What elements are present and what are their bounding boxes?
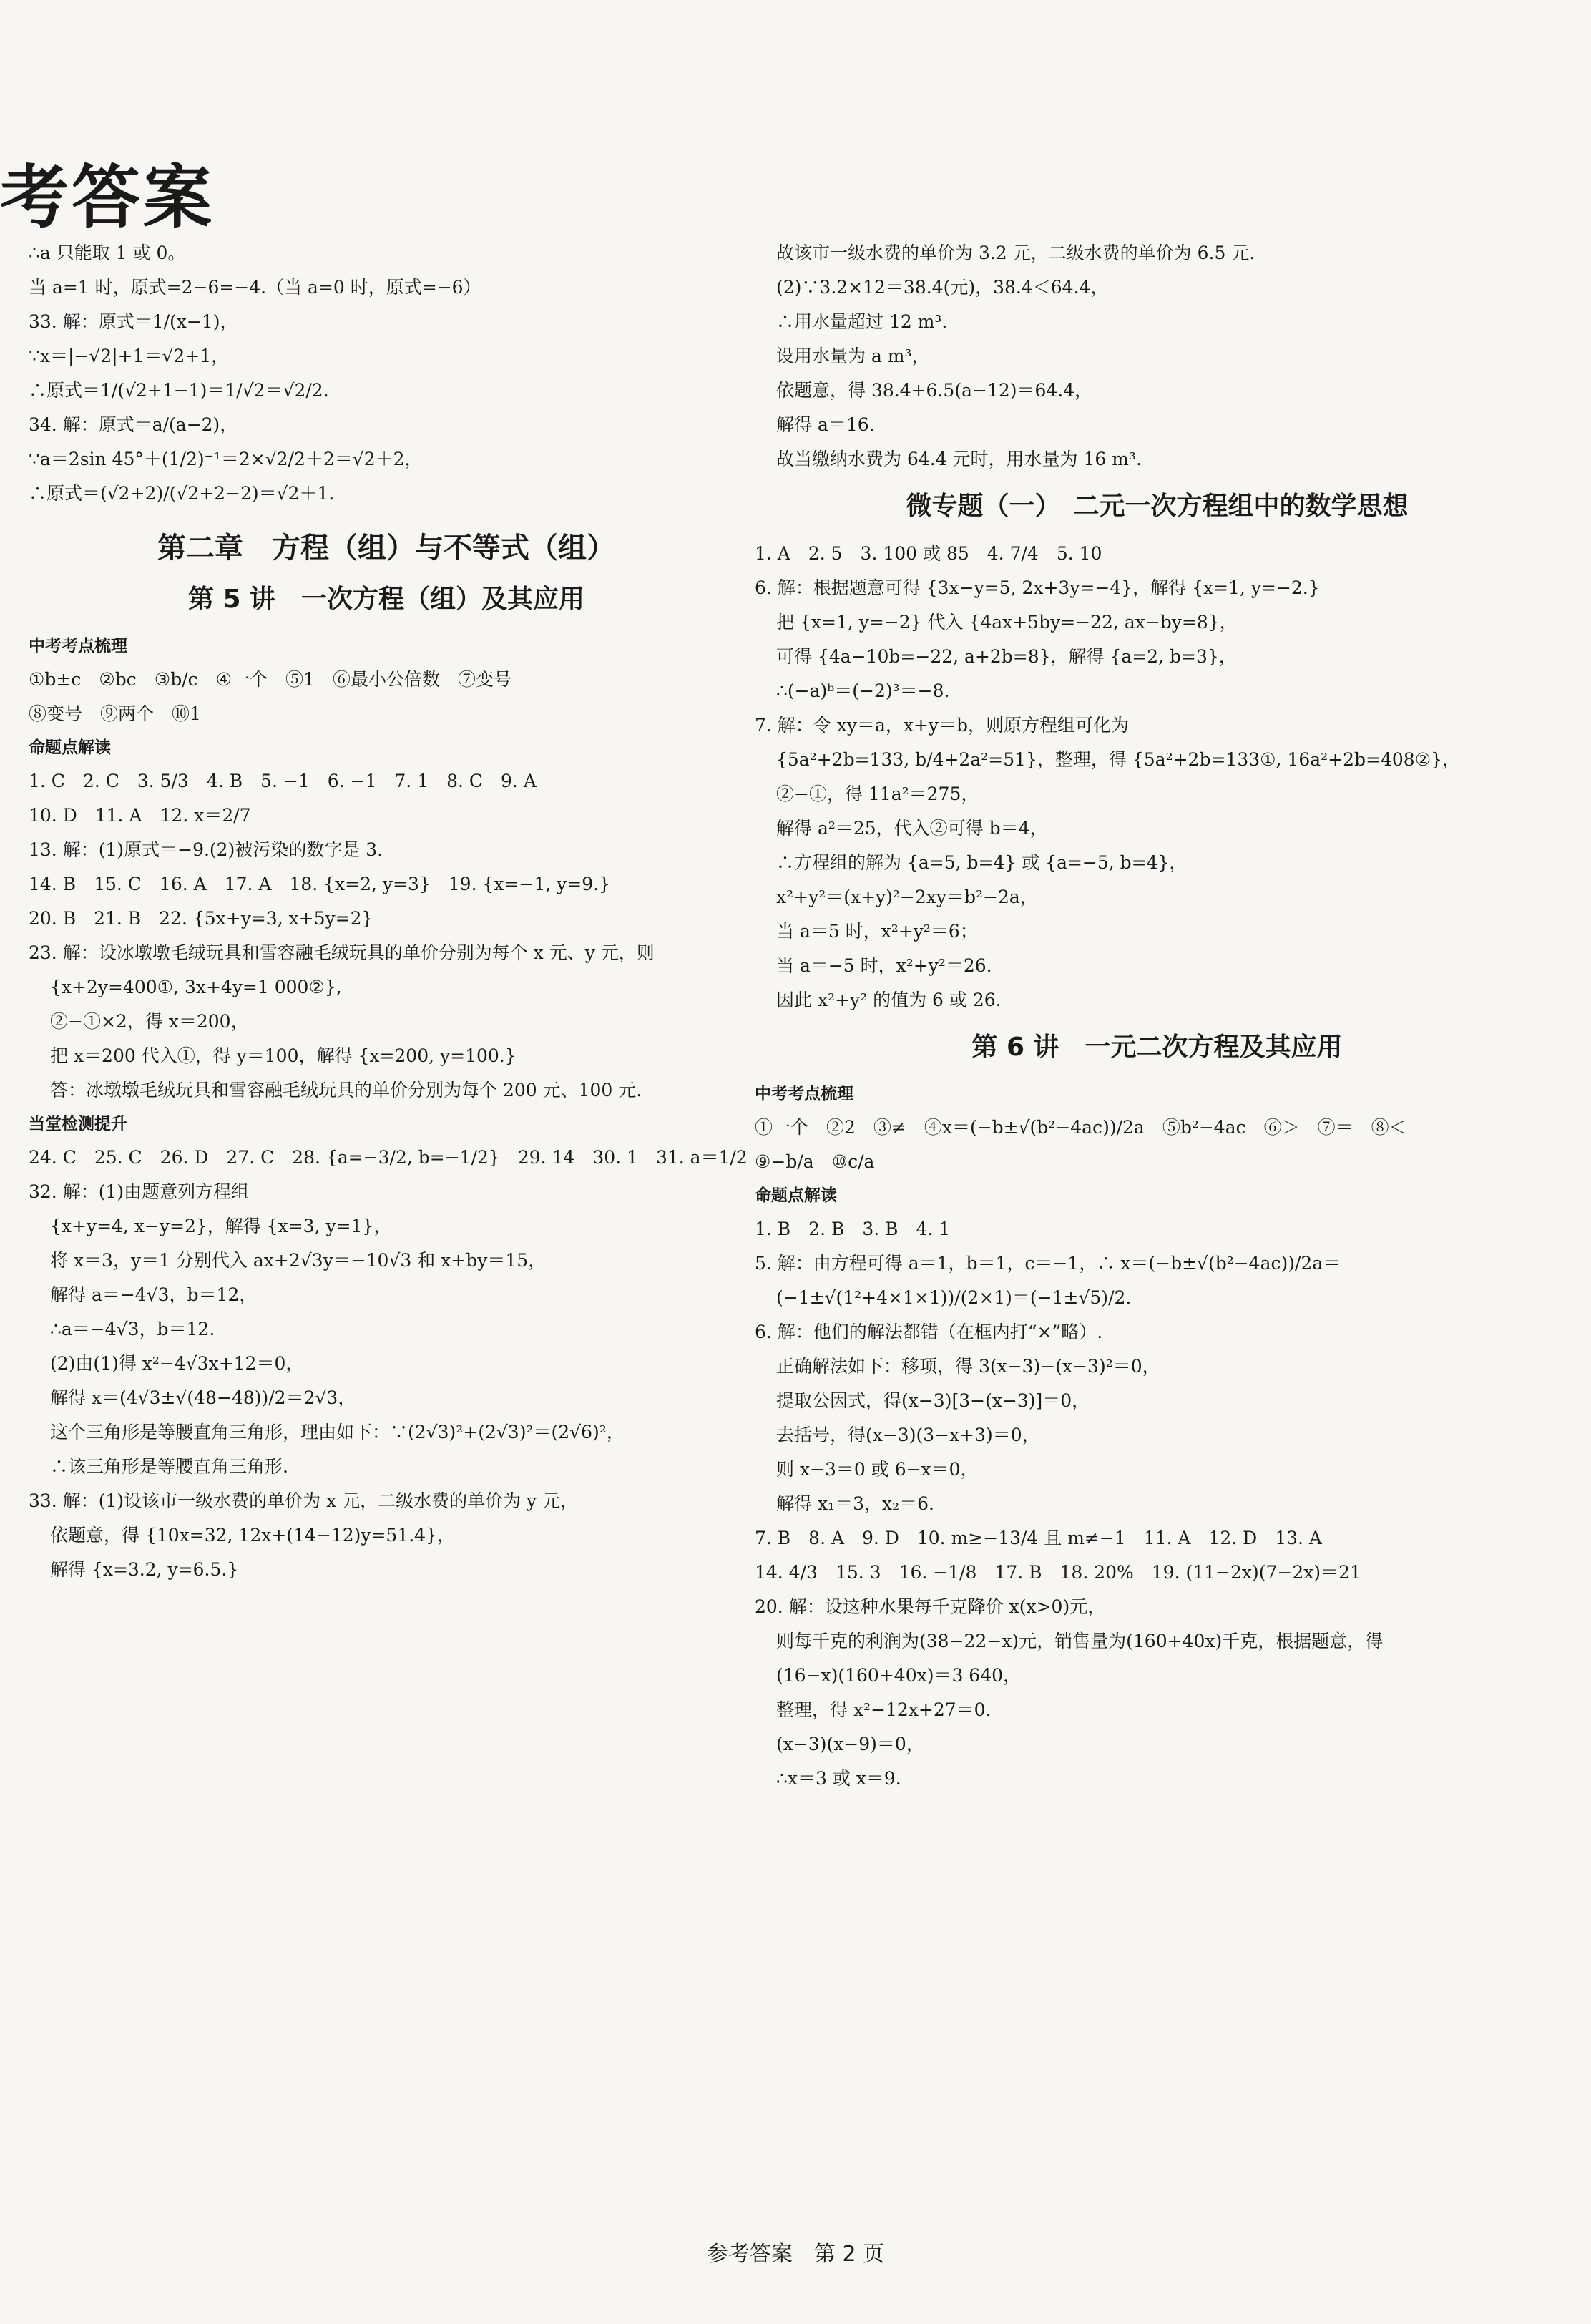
section-heading: 当堂检测提升 [29,1115,127,1133]
answer-line: 则每千克的利润为(38−22−x)元，销售量为(160+40x)千克，根据题意，得 [776,1631,1384,1651]
section-heading: 命题点解读 [29,738,111,757]
answer-line: 34. 解：原式＝a/(a−2)， [29,414,238,435]
answer-line: 14. 4/3 15. 3 16. −1/8 17. B 18. 20% 19. (11−2x)(7−2x)＝21 [755,1562,1361,1583]
answer-line: ∵a＝2sin 45°＋(1/2)⁻¹＝2×√2/2＋2＝√2＋2， [29,449,423,469]
answer-line: 当 a＝5 时，x²+y²＝6； [776,921,978,942]
answer-line: 1. B 2. B 3. B 4. 1 [755,1219,951,1239]
answer-line: 33. 解：(1)设该市一级水费的单价为 x 元，二级水费的单价为 y 元， [29,1490,579,1511]
answer-line: 32. 解：(1)由题意列方程组 [29,1181,250,1202]
answer-line: ∴方程组的解为 {a=5, b=4} 或 {a=−5, b=4}， [776,852,1188,873]
section-heading: 微专题（一） 二元一次方程组中的数学思想 [906,492,1409,521]
answer-line: ∴x＝3 或 x＝9. [776,1768,901,1789]
answer-line: 6. 解：根据题意可得 {3x−y=5, 2x+3y=−4}，解得 {x=1, y=−2.} [755,577,1320,598]
answer-line: 把 x＝200 代入①，得 y＝100，解得 {x=200, y=100.} [50,1045,517,1066]
right-column [755,236,1560,1796]
answer-line: (x−3)(x−9)＝0， [776,1734,924,1754]
answer-line: 当 a=1 时，原式=2−6=−4.（当 a=0 时，原式=−6） [29,277,481,298]
answer-line: 故当缴纳水费为 64.4 元时，用水量为 16 m³. [776,449,1142,469]
answer-line: ∴a 只能取 1 或 0。 [29,243,186,263]
answer-line: 依题意，得 {10x=32, 12x+(14−12)y=51.4}， [50,1525,455,1546]
section-heading: 第 6 讲 一元二次方程及其应用 [971,1032,1343,1062]
left-column [29,236,748,1587]
answer-line: 33. 解：原式＝1/(x−1)， [29,311,238,332]
answer-line: 10. D 11. A 12. x＝2/7 [29,805,251,826]
answer-line: ①一个 ②2 ③≠ ④x＝(−b±√(b²−4ac))/2a ⑤b²−4ac ⑥＞ ⑦＝ ⑧＜ [755,1117,1407,1138]
answer-line: 23. 解：设冰墩墩毛绒玩具和雪容融毛绒玩具的单价分别为每个 x 元、y 元，则 [29,942,655,963]
section-heading: 第二章 方程（组）与不等式（组） [157,532,615,565]
answer-line: 解得 a²＝25，代入②可得 b＝4， [776,818,1048,839]
answer-line: ∴原式＝(√2+2)/(√2+2−2)＝√2＋1. [29,483,335,504]
answer-line: (2)∵3.2×12＝38.4(元)，38.4＜64.4， [776,277,1109,298]
answer-line: 7. B 8. A 9. D 10. m≥−13/4 且 m≠−1 11. A 12. D 13. A [755,1528,1322,1548]
answer-line: ∴原式＝1/(√2+1−1)＝1/√2＝√2/2. [29,380,329,401]
answer-line: 故该市一级水费的单价为 3.2 元，二级水费的单价为 6.5 元. [776,243,1255,263]
answer-line: ∴a＝−4√3，b＝12. [50,1319,215,1339]
answer-line: {x+y=4, x−y=2}，解得 {x=3, y=1}， [50,1216,392,1236]
answer-line: ∵x＝|−√2|+1＝√2+1， [29,346,230,366]
answer-line: 1. A 2. 5 3. 100 或 85 4. 7/4 5. 10 [755,543,1102,564]
answer-line: 5. 解：由方程可得 a＝1，b＝1，c＝−1，∴ x＝(−b±√(b²−4ac))/2a＝ [755,1253,1341,1274]
answer-line: 则 x−3＝0 或 6−x＝0， [776,1459,979,1480]
answer-line: 因此 x²+y² 的值为 6 或 26. [776,990,1002,1010]
answer-line: 这个三角形是等腰直角三角形，理由如下：∵(2√3)²+(2√3)²＝(2√6)²， [50,1422,625,1442]
answer-line: 将 x＝3，y＝1 分别代入 ax+2√3y＝−10√3 和 x+by＝15， [50,1250,547,1271]
answer-line: 答：冰墩墩毛绒玩具和雪容融毛绒玩具的单价分别为每个 200 元、100 元. [50,1080,642,1100]
answer-line: ②−①×2，得 x＝200， [50,1011,249,1032]
answer-line: ∴(−a)ᵇ＝(−2)³＝−8. [776,680,950,701]
answer-line: 20. B 21. B 22. {5x+y=3, x+5y=2} [29,908,373,929]
section-heading: 第 5 讲 一次方程（组）及其应用 [187,585,585,614]
answer-line: ⑧变号 ⑨两个 ⑩1 [29,703,201,724]
answer-line: ⑨−b/a ⑩c/a [755,1151,875,1172]
answer-line: ∴该三角形是等腰直角三角形. [50,1456,288,1477]
section-heading: 命题点解读 [755,1186,837,1205]
answer-line: (−1±√(1²+4×1×1))/(2×1)＝(−1±√5)/2. [776,1287,1132,1308]
answer-line: 24. C 25. C 26. D 27. C 28. {a=−3/2, b=−1/2} 29. 14 30. 1 31. a＝1/2 [29,1147,748,1168]
answer-line: (2)由(1)得 x²−4√3x+12＝0， [50,1353,304,1374]
answer-line: {5a²+2b=133, b/4+2a²=51}，整理，得 {5a²+2b=133①, 16a²+2b=408②}， [776,749,1461,770]
answer-line: {x+2y=400①, 3x+4y=1 000②}, [50,977,342,997]
section-heading: 中考考点梳理 [755,1085,853,1103]
answer-line: 当 a＝−5 时，x²+y²＝26. [776,955,992,976]
answer-line: 13. 解：(1)原式＝−9.(2)被污染的数字是 3. [29,839,383,860]
answer-line: 20. 解：设这种水果每千克降价 x(x>0)元， [755,1596,1106,1617]
answer-line: 解得 x＝(4√3±√(48−48))/2＝2√3， [50,1387,356,1408]
answer-line: 7. 解：令 xy＝a，x+y＝b，则原方程组可化为 [755,715,1130,736]
answer-line: 正确解法如下：移项，得 3(x−3)−(x−3)²＝0， [776,1356,1160,1377]
answer-line: ∴用水量超过 12 m³. [776,311,948,332]
answer-line: 整理，得 x²−12x+27＝0. [776,1699,992,1720]
answer-line: 可得 {4a−10b=−22, a+2b=8}，解得 {a=2, b=3}， [776,646,1237,667]
answer-line: 依题意，得 38.4+6.5(a−12)＝64.4， [776,380,1093,401]
answer-line: (16−x)(160+40x)＝3 640， [776,1665,1022,1686]
answer-line: ②−①，得 11a²＝275， [776,783,979,804]
page-title: 考答案 [0,157,215,238]
answer-line: ①b±c ②bc ③b/c ④一个 ⑤1 ⑥最小公倍数 ⑦变号 [29,669,511,690]
answer-line: 解得 a＝−4√3，b＝12， [50,1284,258,1305]
answer-line: 14. B 15. C 16. A 17. A 18. {x=2, y=3} 19. {x=−1, y=9.} [29,874,611,894]
answer-line: 去括号，得(x−3)(3−x+3)＝0， [776,1425,1040,1445]
answer-line: 提取公因式，得(x−3)[3−(x−3)]＝0， [776,1390,1090,1411]
answer-line: 1. C 2. C 3. 5/3 4. B 5. −1 6. −1 7. 1 8. C 9. A [29,771,537,791]
answer-line: 设用水量为 a m³， [776,346,930,366]
page-footer: 参考答案 第 2 页 [706,2242,885,2267]
answer-line: 解得 a＝16. [776,414,875,435]
answer-line: 6. 解：他们的解法都错（在框内打“×”略）. [755,1322,1103,1342]
answer-line: x²+y²＝(x+y)²−2xy＝b²−2a， [776,887,1038,907]
section-heading: 中考考点梳理 [29,637,127,655]
answer-line: 把 {x=1, y=−2} 代入 {4ax+5by=−22, ax−by=8}， [776,612,1238,633]
answer-line: 解得 {x=3.2, y=6.5.} [50,1559,239,1580]
answer-line: 解得 x₁＝3，x₂＝6. [776,1493,934,1514]
